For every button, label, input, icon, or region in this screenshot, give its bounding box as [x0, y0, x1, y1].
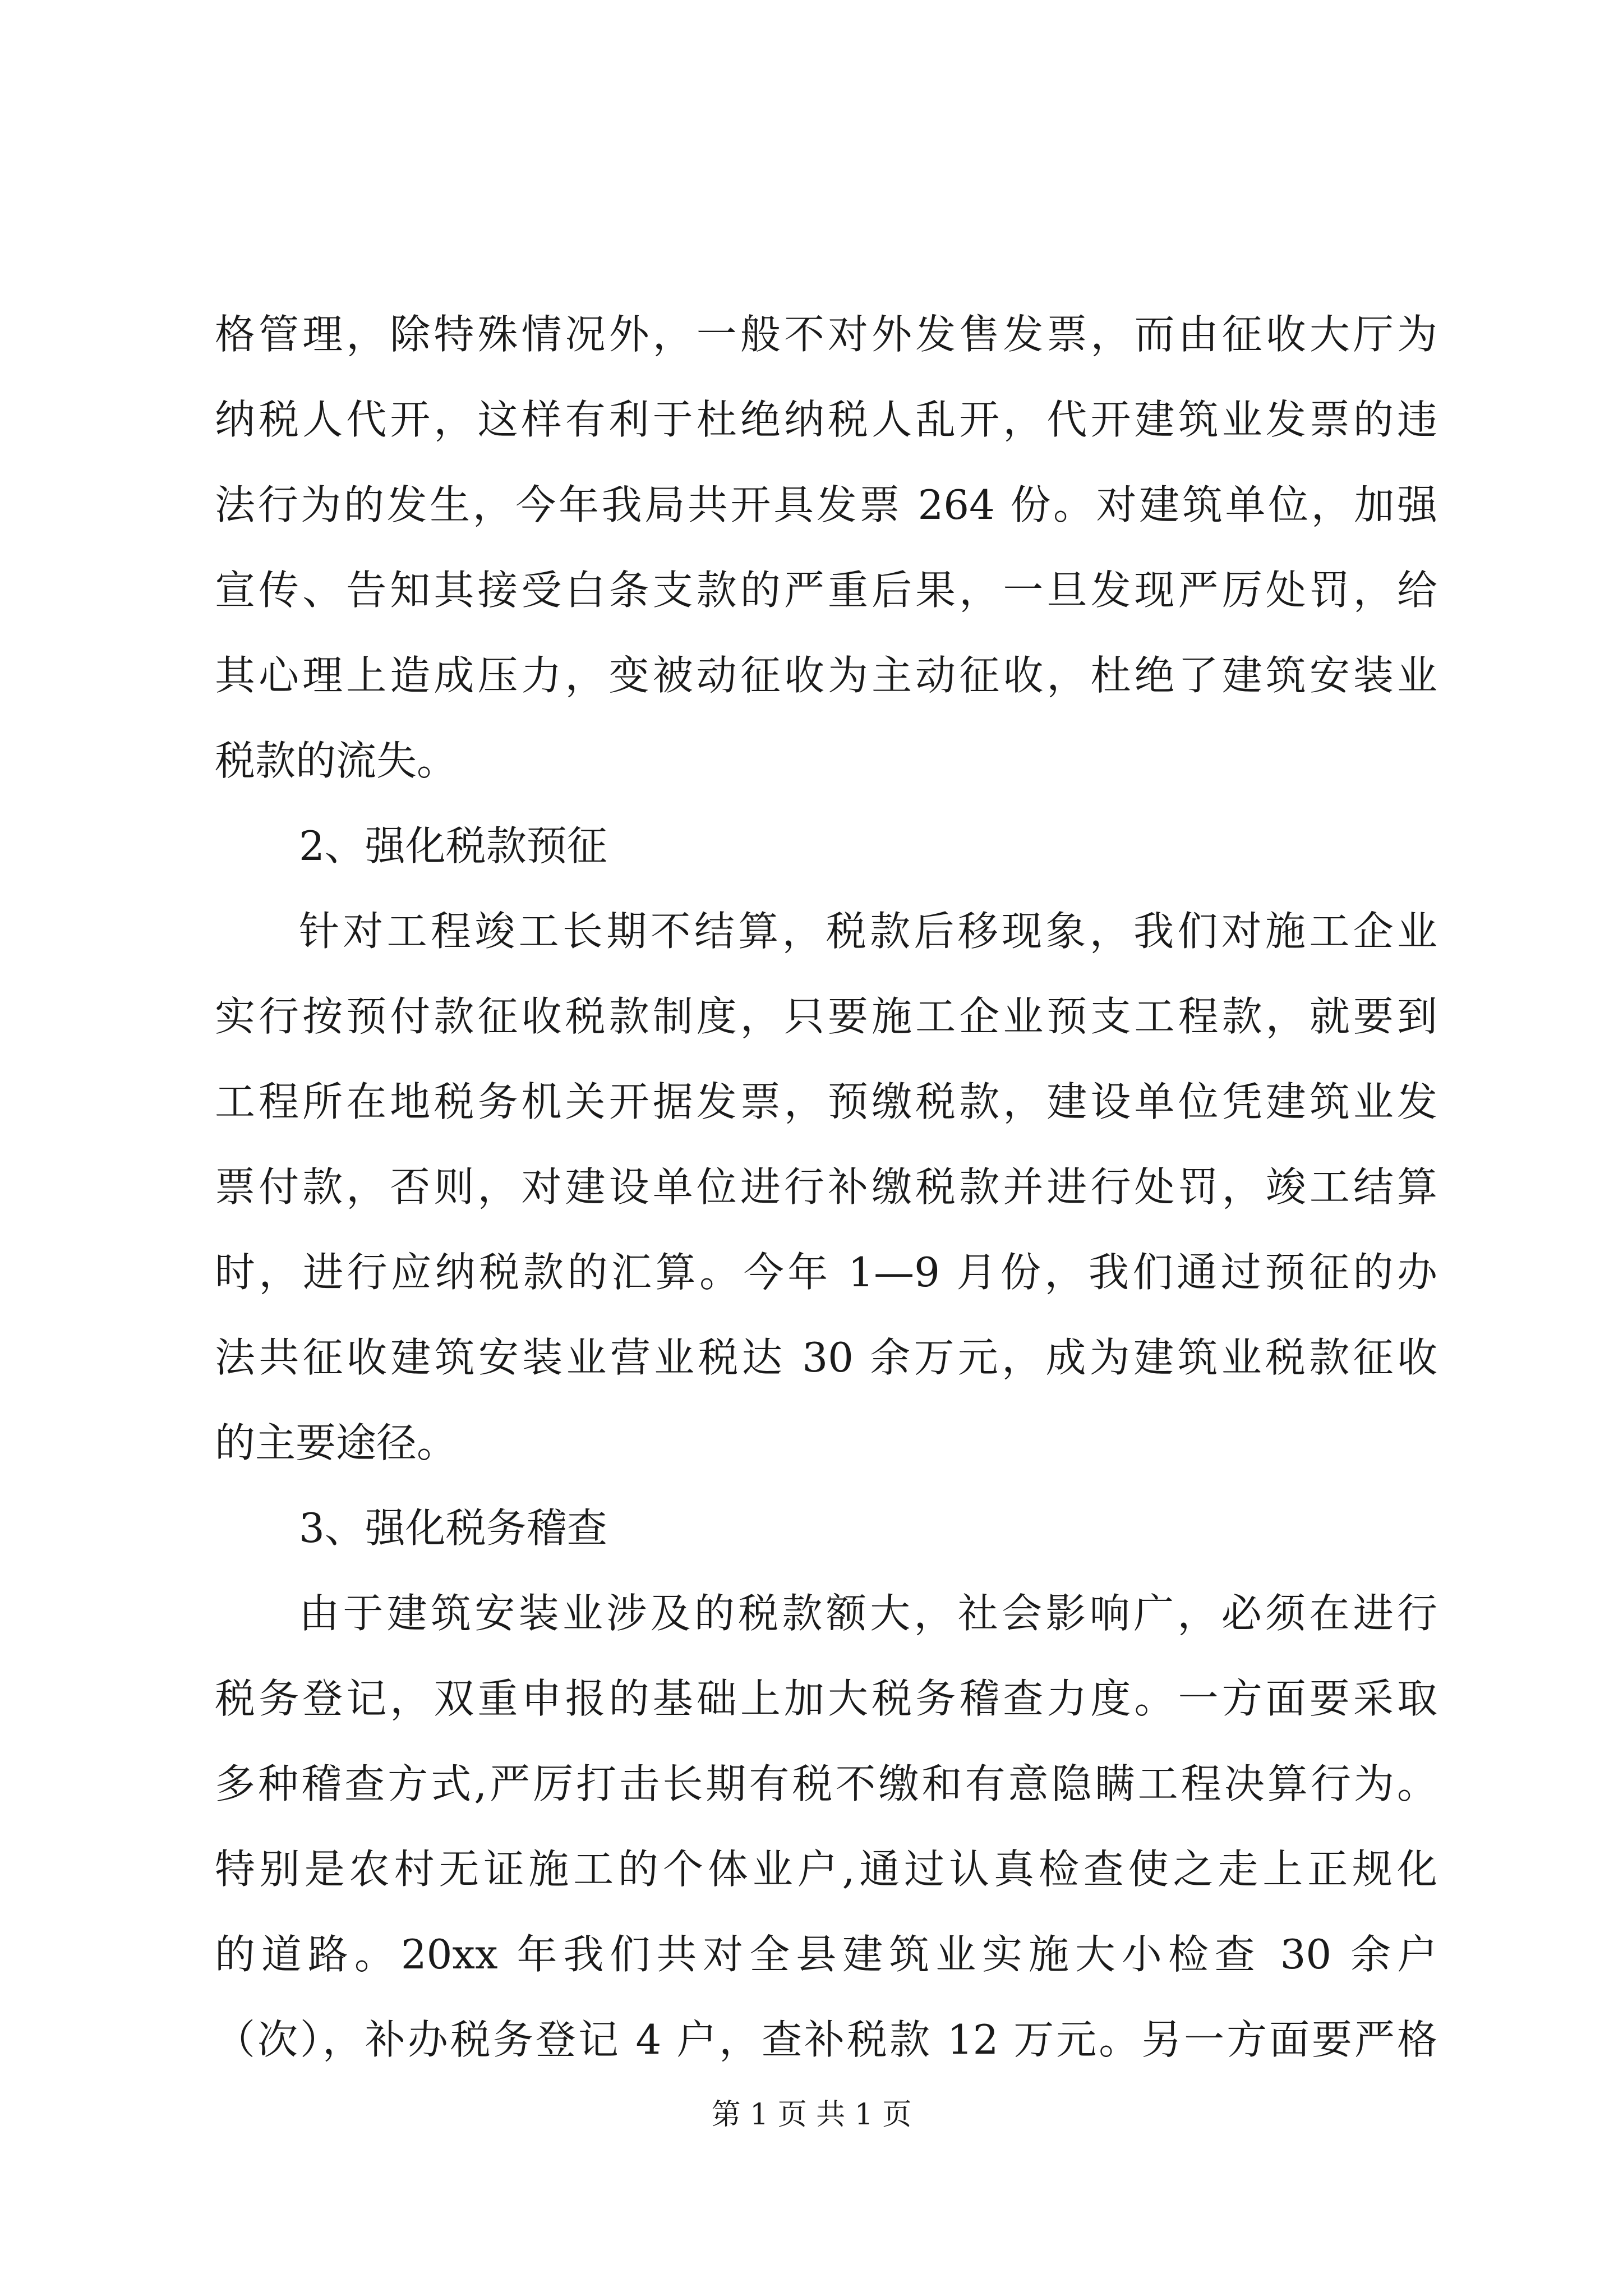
text-line: 法行为的发生，今年我局共开具发票 264 份。对建筑单位，加强 — [215, 481, 1437, 528]
text-line: 时，进行应纳税款的汇算。今年 1—9 月份，我们通过预征的办 — [215, 1249, 1437, 1296]
text-line: 格管理，除特殊情况外，一般不对外发售发票，而由征收大厅为 — [215, 311, 1437, 358]
text-line: 宣传、告知其接受白条支款的严重后果，一旦发现严厉处罚，给 — [215, 567, 1437, 614]
text-line: 的主要途径。 — [215, 1419, 458, 1466]
page-footer — [0, 2095, 1623, 2134]
text-line: 由于建筑安装业涉及的税款额大，社会影响广，必须在进行 — [299, 1590, 1437, 1637]
document-body — [215, 292, 1437, 2082]
text-line: （次），补办税务登记 4 户，查补税款 12 万元。另一方面要严格 — [215, 2016, 1437, 2063]
text-line: 税款的流失。 — [215, 737, 458, 784]
text-line: 实行按预付款征收税款制度，只要施工企业预支工程款，就要到 — [215, 993, 1437, 1040]
page-number-label: 第 1 页 共 1 页 — [711, 2098, 912, 2132]
text-line: 特别是农村无证施工的个体业户,通过认真检查使之走上正规化 — [215, 1846, 1437, 1893]
section-heading: 2、强化税款预征 — [299, 822, 607, 869]
text-line: 纳税人代开，这样有利于杜绝纳税人乱开，代开建筑业发票的违 — [215, 396, 1437, 443]
section-heading: 3、强化税务稽查 — [299, 1504, 607, 1552]
text-line: 票付款，否则，对建设单位进行补缴税款并进行处罚，竣工结算 — [215, 1163, 1437, 1211]
text-line: 的道路。20xx 年我们共对全县建筑业实施大小检查 30 余户 — [215, 1931, 1437, 1978]
text-line: 工程所在地税务机关开据发票，预缴税款，建设单位凭建筑业发 — [215, 1078, 1437, 1125]
text-line: 多种稽查方式,严厉打击长期有税不缴和有意隐瞒工程决算行为。 — [215, 1760, 1437, 1807]
text-line: 针对工程竣工长期不结算，税款后移现象，我们对施工企业 — [299, 908, 1437, 955]
text-line: 税务登记，双重申报的基础上加大税务稽查力度。一方面要采取 — [215, 1675, 1437, 1722]
text-line: 法共征收建筑安装业营业税达 30 余万元，成为建筑业税款征收 — [215, 1334, 1437, 1381]
text-line: 其心理上造成压力，变被动征收为主动征收，杜绝了建筑安装业 — [215, 652, 1437, 699]
